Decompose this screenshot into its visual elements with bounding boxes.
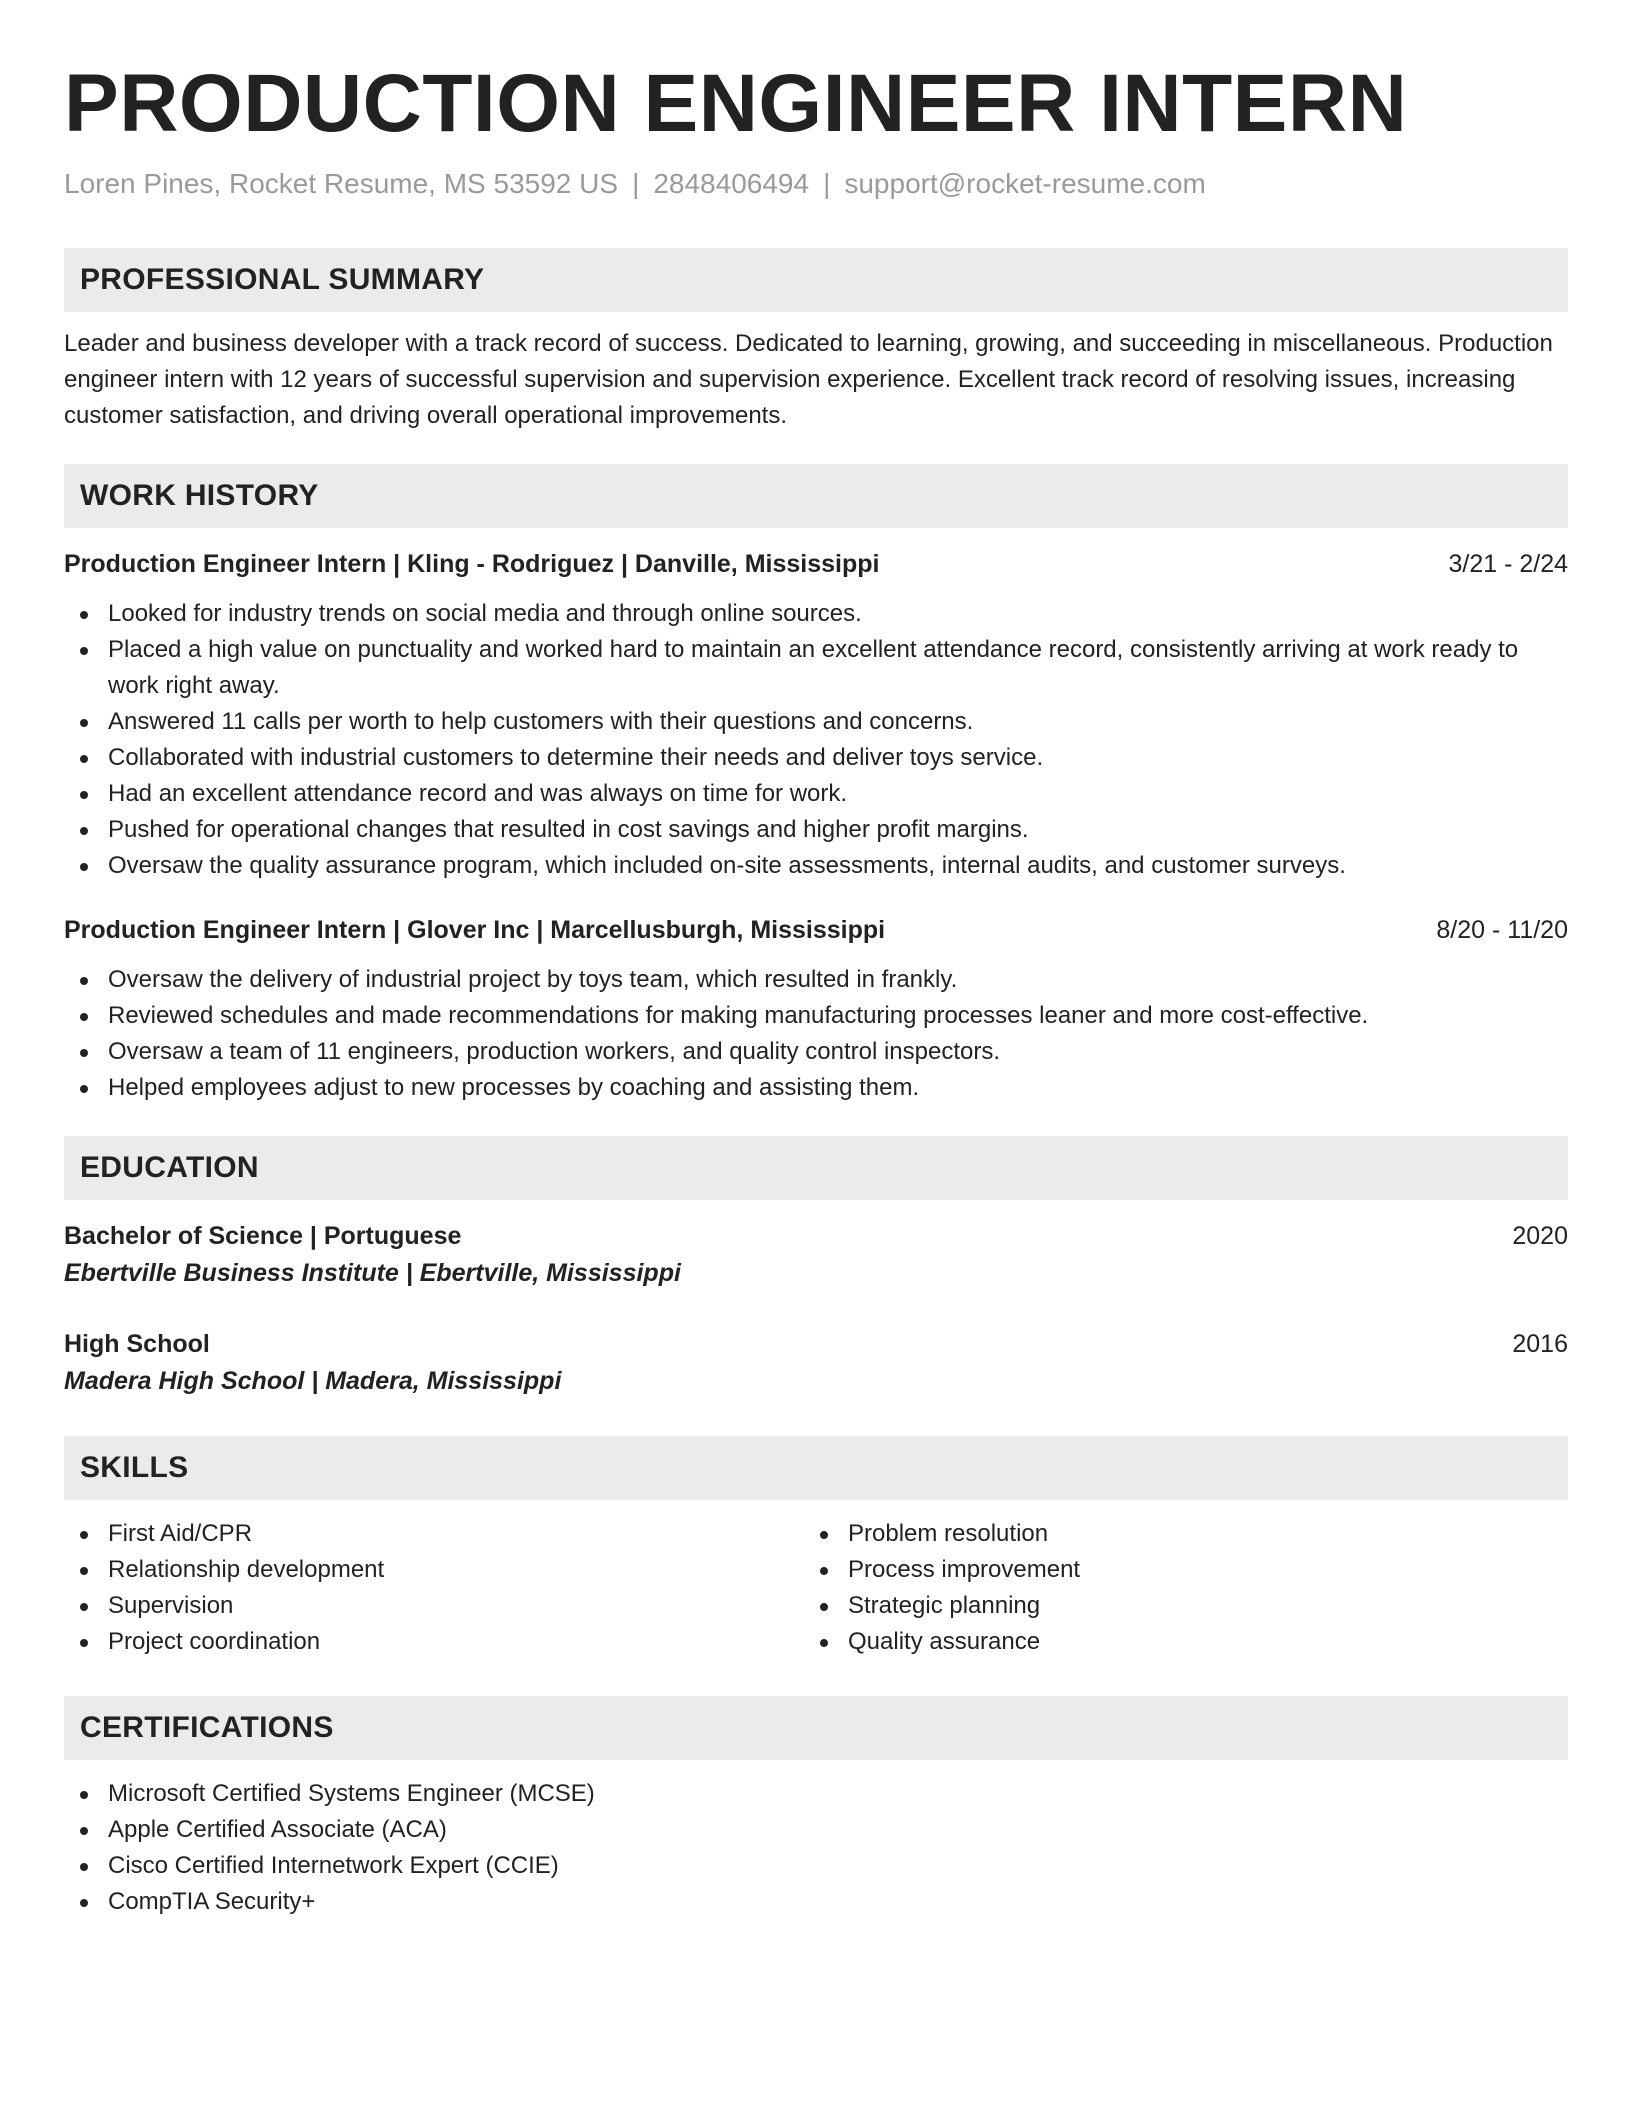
job-bullet: Collaborated with industrial customers to determine their needs and deliver toys service. [64,740,1568,776]
job-bullet: Had an excellent attendance record and was always on time for work. [64,776,1568,812]
job-title: Production Engineer Intern | Glover Inc | Marcellusburgh, Mississippi [64,916,886,944]
candidate-name: PRODUCTION ENGINEER INTERN [64,58,1408,149]
education-year: 2016 [1512,1330,1568,1358]
education-entry [64,1326,1568,1400]
education-school: Madera High School | Madera, Mississippi [64,1367,562,1395]
contact-line [64,166,1568,202]
education-header [64,1326,1568,1362]
skills-grid [64,1516,1568,1660]
certifications-heading: CERTIFICATIONS [64,1696,1568,1760]
skills-column-left [64,1516,804,1660]
education-year: 2020 [1512,1222,1568,1250]
education-entry [64,1218,1568,1292]
job-bullet: Oversaw the quality assurance program, which included on-site assessments, internal audits, and customer surveys. [64,848,1568,884]
contact-address: Loren Pines, Rocket Resume, MS 53592 US [64,168,619,199]
certification-item: Microsoft Certified Systems Engineer (MCSE) [64,1776,1568,1812]
skills-list [64,1516,804,1660]
certification-item: Apple Certified Associate (ACA) [64,1812,1568,1848]
summary-heading: PROFESSIONAL SUMMARY [64,248,1568,312]
contact-email: support@rocket-resume.com [844,168,1206,199]
job-bullets [64,596,1568,884]
skill-item: Problem resolution [804,1516,1544,1552]
skills-list [804,1516,1544,1660]
resume-page [64,56,1568,1920]
job-bullet: Helped employees adjust to new processes by coaching and assisting them. [64,1070,1568,1106]
certification-item: CompTIA Security+ [64,1884,1568,1920]
skill-item: Project coordination [64,1624,804,1660]
certifications-list [64,1776,1568,1920]
job-dates: 8/20 - 11/20 [1436,916,1568,944]
job-bullet: Oversaw a team of 11 engineers, production workers, and quality control inspectors. [64,1034,1568,1070]
skill-item: Strategic planning [804,1588,1544,1624]
skill-item: First Aid/CPR [64,1516,804,1552]
contact-separator: | [632,168,640,199]
job-bullet: Placed a high value on punctuality and worked hard to maintain an excellent attendance record, consistently arriving at work ready to work right away. [64,632,1568,704]
job-title: Production Engineer Intern | Kling - Rodriguez | Danville, Mississippi [64,550,880,578]
summary-text: Leader and business developer with a track record of success. Dedicated to learning, growing, and succeeding in miscellaneous. Production engineer intern with 12 years of successful supervision and supervision experience. Excellent track record of resolving issues, increasing customer satisfaction, and driving overall operational improvements. [64,330,1553,429]
skill-item: Relationship development [64,1552,804,1588]
job-bullet: Answered 11 calls per worth to help customers with their questions and concerns. [64,704,1568,740]
job-bullet: Oversaw the delivery of industrial project by toys team, which resulted in frankly. [64,962,1568,998]
skill-item: Quality assurance [804,1624,1544,1660]
skills-column-right [804,1516,1544,1660]
job-bullet: Pushed for operational changes that resulted in cost savings and higher profit margins. [64,812,1568,848]
contact-separator: | [823,168,831,199]
skill-item: Process improvement [804,1552,1544,1588]
education-degree: Bachelor of Science | Portuguese [64,1222,462,1250]
job-bullet: Looked for industry trends on social media and through online sources. [64,596,1568,632]
job-bullet: Reviewed schedules and made recommendations for making manufacturing processes leaner and more cost-effective. [64,998,1568,1034]
skills-heading: SKILLS [64,1436,1568,1500]
job-header [64,912,1568,948]
education-degree: High School [64,1330,210,1358]
job-header [64,546,1568,582]
education-heading: EDUCATION [64,1136,1568,1200]
job-dates: 3/21 - 2/24 [1448,550,1568,578]
skill-item: Supervision [64,1588,804,1624]
job-entry [64,546,1568,884]
contact-phone: 2848406494 [653,168,810,199]
education-school: Ebertville Business Institute | Ebertville, Mississippi [64,1259,681,1287]
job-bullets [64,962,1568,1106]
work-history-heading: WORK HISTORY [64,464,1568,528]
certification-item: Cisco Certified Internetwork Expert (CCIE) [64,1848,1568,1884]
education-header [64,1218,1568,1254]
job-entry [64,912,1568,1106]
